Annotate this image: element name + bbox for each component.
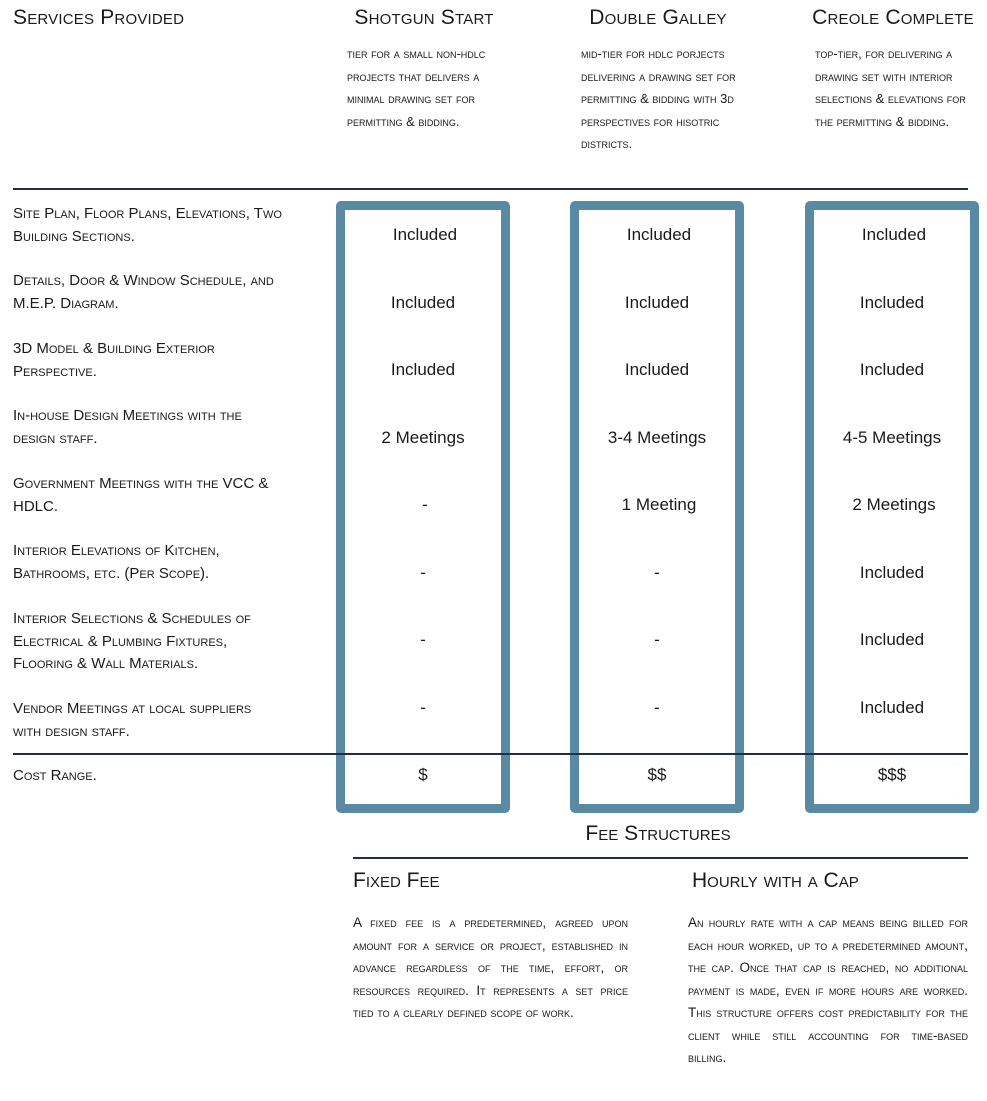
services-provided-heading: Services Provided xyxy=(13,6,185,29)
service-label: Details, Door & Window Schedule, and M.E.P. Diagram. xyxy=(13,272,274,312)
tier-description-shotgun-start: tier for a small non-hdlc projects that delivers a minimal drawing set for permitting & bidding. xyxy=(347,46,486,129)
double-galley-cost: $$ xyxy=(647,765,667,784)
cost-label: Cost Range. xyxy=(13,767,97,784)
fixed-fee-description: A fixed fee is a predetermined, agreed upon amount for a service or project, established in advance regardless of the time, effort, or resources required. It represents a set price tied to a clearly defined scope of work. xyxy=(353,915,628,1020)
tier-title-creole-complete: Creole Complete xyxy=(812,6,974,29)
service-label: Interior Elevations of Kitchen, Bathrooms, etc. (Per Scope). xyxy=(13,542,220,582)
creole-complete-value: 4-5 Meetings xyxy=(842,428,942,447)
double-galley-value: 3-4 Meetings xyxy=(607,428,707,447)
double-galley-value: 1 Meeting xyxy=(621,495,697,514)
creole-complete-value: Included xyxy=(859,360,925,379)
service-label: Site Plan, Floor Plans, Elevations, Two Building Sections. xyxy=(13,205,282,245)
shotgun-start-value: Included xyxy=(392,225,458,244)
service-label: Government Meetings with the VCC & HDLC. xyxy=(13,475,269,515)
shotgun-start-value: - xyxy=(420,698,426,717)
header-divider xyxy=(13,188,968,190)
double-galley-value: - xyxy=(654,563,660,582)
cost-divider xyxy=(13,753,968,755)
creole-complete-value: Included xyxy=(861,225,927,244)
shotgun-start-value: 2 Meetings xyxy=(381,428,465,447)
shotgun-start-value: - xyxy=(420,563,426,582)
hourly-cap-description: An hourly rate with a cap means being billed for each hour worked, up to a predetermined amount, the cap. Once that cap is reached, no additional payment is made, even if more hours are worked. This structure offers cost predictability for the client while still accounting for time-based billing. xyxy=(688,915,968,1065)
double-galley-value: Included xyxy=(626,225,692,244)
shotgun-start-value: Included xyxy=(390,293,456,312)
creole-complete-cost: $$$ xyxy=(877,765,907,784)
service-label: Vendor Meetings at local suppliers with design staff. xyxy=(13,700,252,740)
shotgun-start-value: Included xyxy=(390,360,456,379)
service-label: In-house Design Meetings with the design staff. xyxy=(13,407,242,447)
fee-divider xyxy=(353,857,968,859)
creole-complete-value: 2 Meetings xyxy=(852,495,936,514)
shotgun-start-value: - xyxy=(422,495,428,514)
fixed-fee-heading: Fixed Fee xyxy=(353,869,440,892)
tier-title-shotgun-start: Shotgun Start xyxy=(354,6,494,29)
creole-complete-value: Included xyxy=(859,563,925,582)
creole-complete-value: Included xyxy=(859,698,925,717)
hourly-cap-heading: Hourly with a Cap xyxy=(692,869,859,892)
double-galley-value: - xyxy=(654,630,660,649)
double-galley-value: Included xyxy=(624,293,690,312)
creole-complete-value: Included xyxy=(859,630,925,649)
service-label: Interior Selections & Schedules of Electrical & Plumbing Fixtures, Flooring & Wall Materials. xyxy=(13,610,251,672)
tier-title-double-galley: Double Galley xyxy=(589,6,727,29)
service-label: 3D Model & Building Exterior Perspective. xyxy=(13,340,215,380)
shotgun-start-value: - xyxy=(420,630,426,649)
fee-structures-heading: Fee Structures xyxy=(585,822,731,845)
shotgun-start-cost: $ xyxy=(418,765,428,784)
creole-complete-value: Included xyxy=(859,293,925,312)
tier-description-creole-complete: top-tier, for delivering a drawing set with interior selections & elevations for the permitting & bidding. xyxy=(815,46,966,129)
double-galley-value: - xyxy=(654,698,660,717)
tier-description-double-galley: mid-tier for hdlc porjects delivering a drawing set for permitting & bidding with 3d perspectives for hisotric districts. xyxy=(581,46,736,151)
double-galley-value: Included xyxy=(624,360,690,379)
